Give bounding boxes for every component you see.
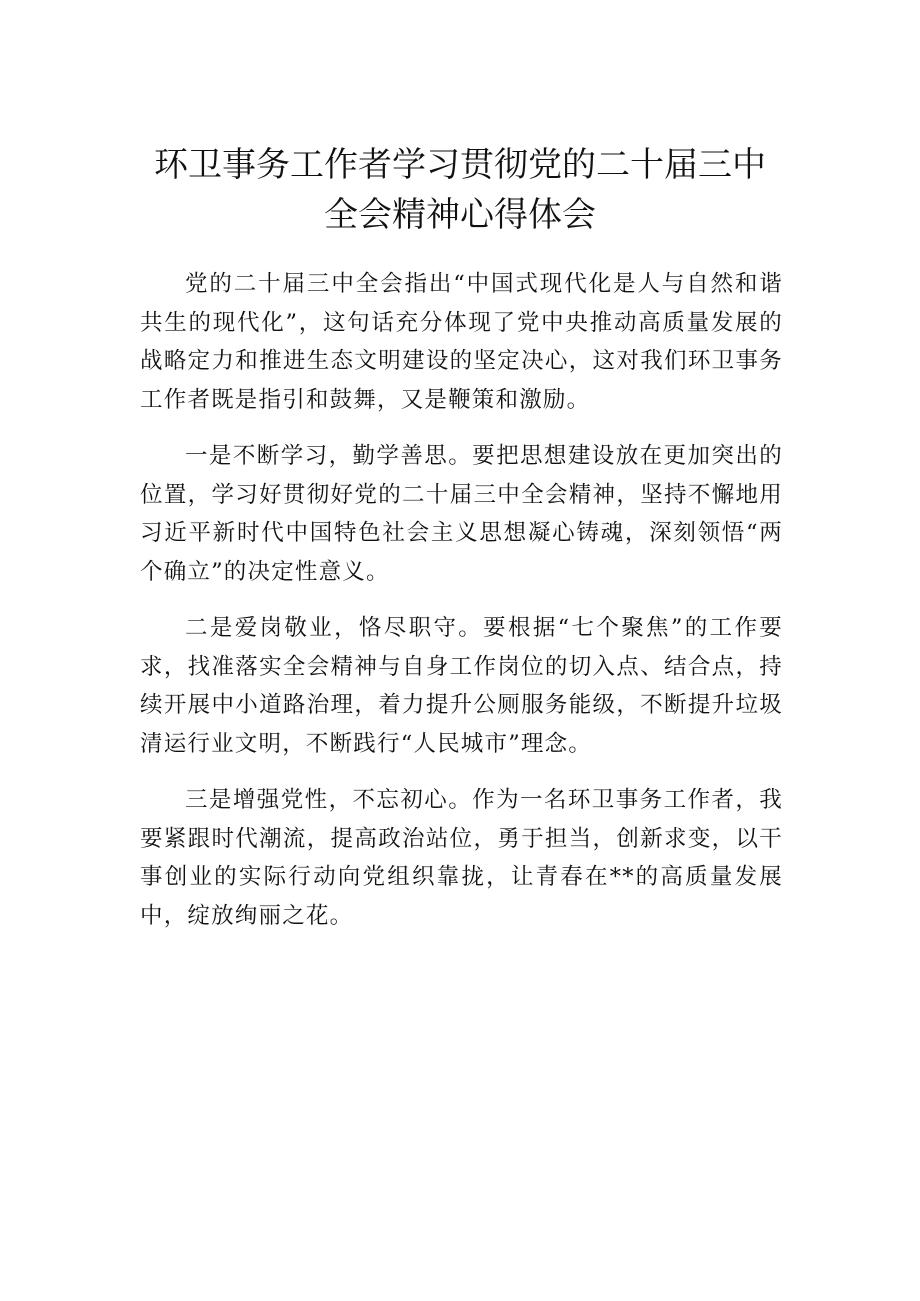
paragraph-point-3: 三是增强党性，不忘初心。作为一名环卫事务工作者，我要紧跟时代潮流，提高政治站位，勇于担当，创新求变，以干事创业的实际行动向党组织靠拢，让青春在**的高质量发展中，绽放绚丽之花。 bbox=[140, 787, 783, 929]
paragraph-point-2: 二是爱岗敬业，恪尽职守。要根据“七个聚焦”的工作要求，找准落实全会精神与自身工作岗位的切入点、结合点，持续开展中小道路治理，着力提升公厕服务能级，不断提升垃圾清运行业文明，不断践行“人民城市”理念。 bbox=[140, 615, 783, 757]
paragraph-point-1: 一是不断学习，勤学善思。要把思想建设放在更加突出的位置，学习好贯彻好党的二十届三中全会精神，坚持不懈地用习近平新时代中国特色社会主义思想凝心铸魂，深刻领悟“两个确立”的决定性意义。 bbox=[140, 443, 783, 585]
document-title-line-1: 环卫事务工作者学习贯彻党的二十届三中 bbox=[154, 145, 766, 185]
document-title bbox=[120, 140, 800, 240]
paragraph-intro: 党的二十届三中全会指出“中国式现代化是人与自然和谐共生的现代化”，这句话充分体现了党中央推动高质量发展的战略定力和推进生态文明建设的坚定决心，这对我们环卫事务工作者既是指引和鼓舞，又是鞭策和激励。 bbox=[140, 271, 783, 413]
document-body bbox=[140, 265, 783, 953]
document-title-line-2: 全会精神心得体会 bbox=[324, 195, 596, 235]
